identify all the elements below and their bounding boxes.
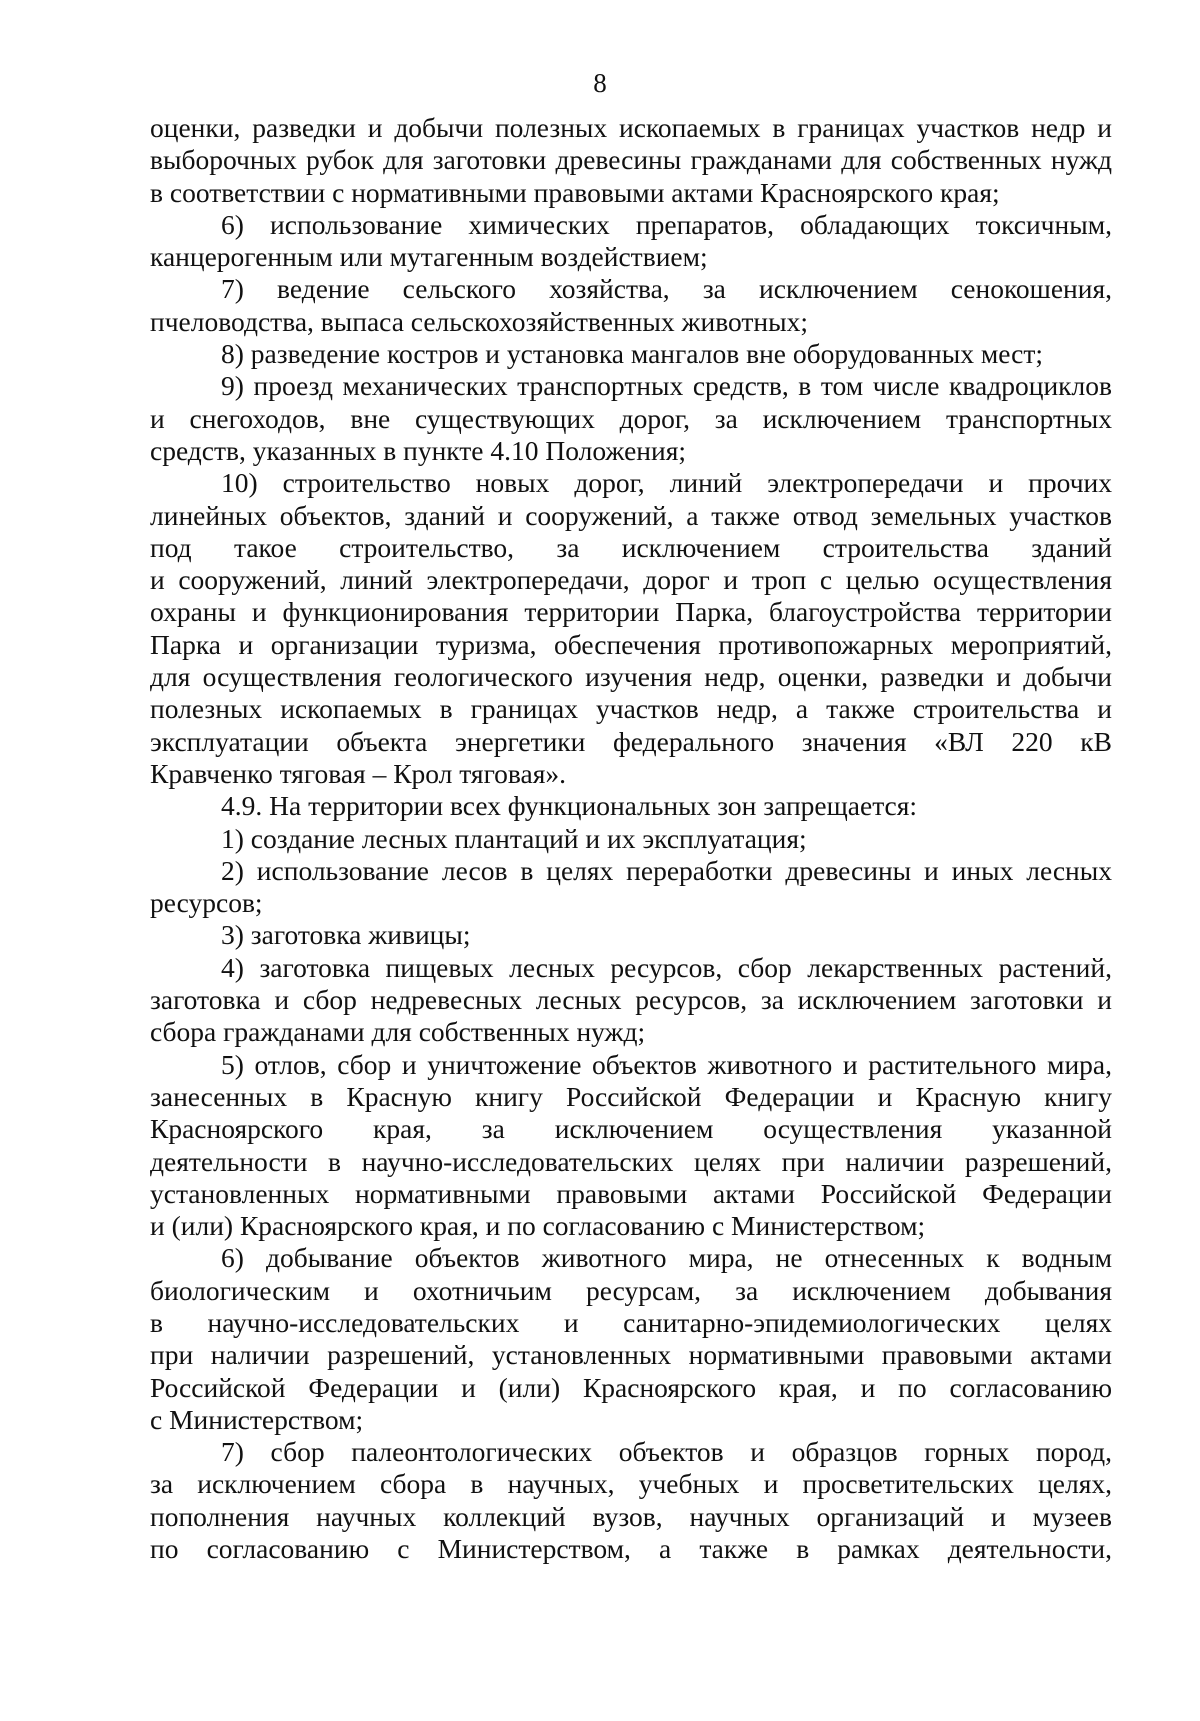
text-line: под такое строительство, за исключением строительства зданий (150, 531, 1112, 563)
text-line: эксплуатации объекта энергетики федерального значения «ВЛ 220 кВ (150, 725, 1112, 757)
text-line: за исключением сбора в научных, учебных и просветительских целях, (150, 1468, 1112, 1500)
text-line: 5) отлов, сбор и уничтожение объектов животного и растительного мира, (221, 1048, 1112, 1080)
text-line: полезных ископаемых в границах участков недр, а также строительства и (150, 693, 1112, 725)
text-line: 2) использование лесов в целях переработки древесины и иных лесных (221, 854, 1112, 886)
text-line: Кравченко тяговая – Крол тяговая». (150, 757, 567, 789)
text-line: биологическим и охотничьим ресурсам, за исключением добывания (150, 1274, 1112, 1306)
text-line: 7) сбор палеонтологических объектов и образцов горных пород, (221, 1436, 1112, 1468)
text-line: 6) использование химических препаратов, обладающих токсичным, (221, 208, 1112, 240)
text-line: 7) ведение сельского хозяйства, за исключением сенокошения, (221, 273, 1112, 305)
text-line: 1) создание лесных плантаций и их эксплуатация; (221, 822, 807, 854)
text-line: Красноярского края, за исключением осуществления указанной (150, 1113, 1112, 1145)
document-body (150, 112, 1112, 1565)
page-number: 8 (593, 68, 607, 98)
text-line: Парка и организации туризма, обеспечения противопожарных мероприятий, (150, 628, 1112, 660)
text-line: с Министерством; (150, 1403, 364, 1435)
text-line: при наличии разрешений, установленных нормативными правовыми актами (150, 1339, 1112, 1371)
text-line: заготовка и сбор недревесных лесных ресурсов, за исключением заготовки и (150, 984, 1112, 1016)
text-line: 10) строительство новых дорог, линий электропередачи и прочих (221, 467, 1112, 499)
text-line: выборочных рубок для заготовки древесины гражданами для собственных нужд (150, 144, 1112, 176)
text-line: в соответствии с нормативными правовыми актами Красноярского края; (150, 176, 1000, 208)
text-line: и сооружений, линий электропередачи, дорог и троп с целью осуществления (150, 564, 1112, 596)
text-line: 3) заготовка живицы; (221, 919, 471, 951)
text-line: охраны и функционирования территории Парка, благоустройства территории (150, 596, 1112, 628)
text-line: Российской Федерации и (или) Красноярского края, и по согласованию (150, 1371, 1112, 1403)
text-line: 6) добывание объектов животного мира, не отнесенных к водным (221, 1242, 1112, 1274)
text-line: оценки, разведки и добычи полезных ископаемых в границах участков недр и (150, 112, 1112, 143)
text-line: для осуществления геологического изучения недр, оценки, разведки и добычи (150, 661, 1112, 693)
text-line: средств, указанных в пункте 4.10 Положения; (150, 434, 686, 466)
text-line: установленных нормативными правовыми актами Российской Федерации (150, 1177, 1112, 1209)
text-line: и (или) Красноярского края, и по согласованию с Министерством; (150, 1210, 926, 1242)
text-line: пополнения научных коллекций вузов, научных организаций и музеев (150, 1500, 1112, 1532)
text-line: деятельности в научно-исследовательских целях при наличии разрешений, (150, 1145, 1112, 1177)
text-line: линейных объектов, зданий и сооружений, а также отвод земельных участков (150, 499, 1112, 531)
text-line: 9) проезд механических транспортных средств, в том числе квадроциклов (221, 370, 1112, 402)
text-line: и снегоходов, вне существующих дорог, за исключением транспортных (150, 402, 1112, 434)
text-line: канцерогенным или мутагенным воздействием; (150, 241, 708, 273)
text-line: 8) разведение костров и установка мангалов вне оборудованных мест; (221, 338, 1044, 370)
text-line: по согласованию с Министерством, а также в рамках деятельности, (150, 1533, 1112, 1565)
text-line: сбора гражданами для собственных нужд; (150, 1016, 646, 1048)
text-line: занесенных в Красную книгу Российской Федерации и Красную книгу (150, 1080, 1112, 1112)
text-line: пчеловодства, выпаса сельскохозяйственных животных; (150, 305, 808, 337)
text-line: 4.9. На территории всех функциональных зон запрещается: (221, 790, 918, 822)
text-line: в научно-исследовательских и санитарно-эпидемиологических целях (150, 1306, 1112, 1338)
text-line: ресурсов; (150, 887, 263, 919)
text-line: 4) заготовка пищевых лесных ресурсов, сбор лекарственных растений, (221, 951, 1112, 983)
